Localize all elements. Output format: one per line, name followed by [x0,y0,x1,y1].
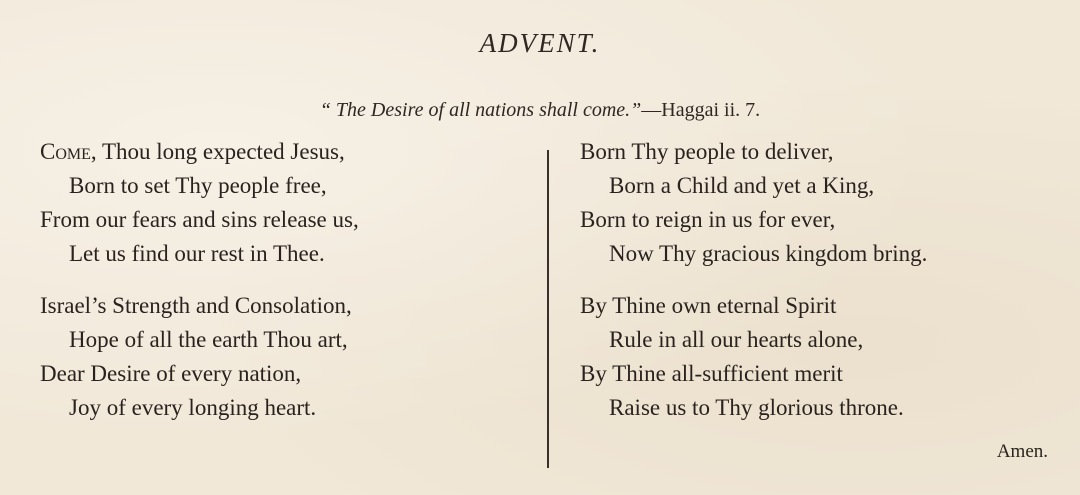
stanza-2 [40,289,520,425]
column-divider [547,150,549,468]
page-title: ADVENT. [479,28,601,58]
verse-line: Now Thy gracious kingdom bring. [609,241,928,266]
epigraph-reference: —Haggai ii. 7. [641,99,761,121]
verse-line-rest: , Thou long expected Jesus, [90,139,345,164]
right-column [580,135,1060,443]
verse-line: Let us find our rest in Thee. [69,241,325,266]
verse-line: Born to reign in us for ever, [580,207,836,232]
verse-line: Joy of every longing heart. [69,395,317,420]
verse-line: Dear Desire of every nation, [40,361,302,386]
amen-text: Amen. [996,441,1048,462]
verse-line [40,135,520,169]
stanza-4 [580,289,1060,425]
verse-line: Born a Child and yet a King, [609,173,875,198]
stanza-1 [40,135,520,271]
verse-line: From our fears and sins release us, [40,207,359,232]
stanza-3 [580,135,1060,271]
left-column [40,135,520,443]
verse-line: Born to set Thy people free, [69,173,327,198]
verse-line: Born Thy people to deliver, [580,139,834,164]
verse-initial-word: Come [40,139,91,164]
verse-line: By Thine own eternal Spirit [580,293,837,318]
verse-line: Hope of all the earth Thou art, [69,327,348,352]
verse-line: Rule in all our hearts alone, [609,327,864,352]
epigraph [0,99,1080,122]
epigraph-quote: “ The Desire of all nations shall come.” [319,99,642,121]
verse-line: By Thine all-sufficient merit [580,361,843,386]
verse-line: Raise us to Thy glorious throne. [609,395,904,420]
verse-line: Israel’s Strength and Consolation, [40,293,352,318]
